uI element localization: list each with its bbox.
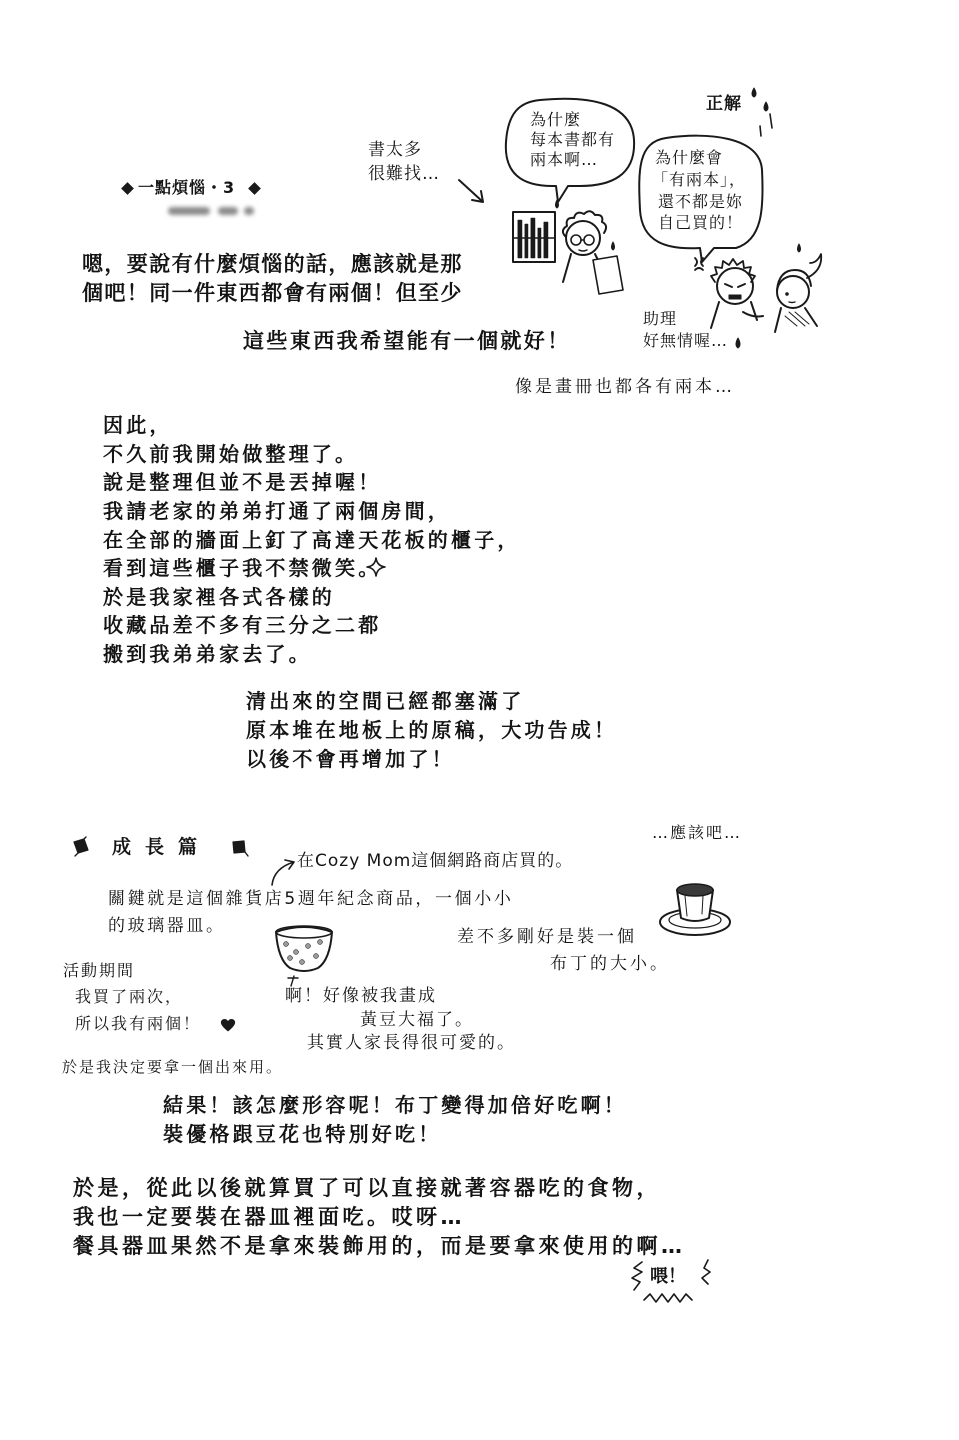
- organizing-result-line-3: 以後不會再增加了！: [246, 747, 455, 771]
- section-title-growth: 成長篇: [112, 836, 212, 858]
- organizing-line-9: 搬到我弟弟家去了。: [103, 642, 312, 666]
- arrow-icon: [455, 176, 489, 208]
- size-note-line-2: 布丁的大小。: [550, 954, 670, 974]
- diamond-icon: [248, 182, 261, 195]
- section-title-worries: 一點煩惱・3: [138, 178, 236, 197]
- organizing-line-4: 我請老家的弟弟打通了兩個房間，: [103, 499, 451, 523]
- assistant-characters-illustration: [685, 236, 835, 334]
- conclusion-line-3: 餐具器皿果然不是拿來裝飾用的，而是要拿來使用的啊…: [73, 1234, 686, 1258]
- shop-note: 在Cozy Mom這個網路商店買的。: [297, 851, 574, 871]
- answer-bubble-line-2: 「有兩本」，: [652, 170, 747, 189]
- arrow-icon: [264, 855, 300, 887]
- result-line-1: 結果！該怎麼形容呢！布丁變得加倍好吃啊！: [163, 1093, 627, 1117]
- too-many-books-line-1: 書太多: [368, 140, 422, 160]
- conclusion-line-2: 我也一定要裝在器皿裡面吃。哎呀…: [73, 1205, 465, 1229]
- diamond-icon: [121, 182, 134, 195]
- decision-line: 於是我決定要拿一個出來用。: [62, 1058, 284, 1076]
- sweat-drop-icon: [732, 336, 744, 352]
- sparkle-icon: [366, 557, 386, 577]
- retort-text: 喂！: [650, 1266, 686, 1287]
- answer-bubble-line-1: 為什麼會: [655, 148, 724, 167]
- book-doodle-icon: [70, 836, 92, 858]
- intro-line-2: 個吧！同一件東西都會有兩個！但至少: [82, 281, 463, 305]
- question-bubble-line-1: 為什麼: [530, 110, 582, 129]
- bookshelf-girl-illustration: [505, 198, 630, 298]
- too-many-books-line-2: 很難找…: [368, 164, 440, 184]
- key-line-1: 關鍵就是這個雜貨店5週年紀念商品，一個小小: [108, 889, 514, 909]
- drawing-note-line-1: 啊！好像被我畫成: [285, 986, 437, 1006]
- art-books-note: 像是畫冊也都各有兩本…: [515, 377, 735, 397]
- organizing-line-5: 在全部的牆面上釘了高達天花板的櫃子，: [103, 528, 521, 552]
- glass-bowl-illustration: [268, 920, 340, 990]
- event-note-line-2: 我買了兩次，: [75, 987, 184, 1006]
- organizing-result-line-2: 原本堆在地板上的原稿，大功告成！: [246, 718, 618, 742]
- assistant-note-line-1: 助理: [643, 309, 678, 328]
- heart-icon: [220, 1018, 236, 1032]
- drawing-note-line-3: 其實人家長得很可愛的。: [307, 1033, 516, 1053]
- result-line-2: 裝優格跟豆花也特別好吃！: [163, 1122, 442, 1146]
- organizing-line-8: 收藏品差不多有三分之二都: [103, 613, 382, 637]
- answer-bubble-line-3: 還不都是妳: [658, 192, 744, 211]
- growth-aside: …應該吧…: [652, 823, 743, 842]
- organizing-line-3: 說是整理但並不是丟掉喔！: [103, 470, 382, 494]
- size-note-line-1: 差不多剛好是裝一個: [457, 927, 637, 947]
- event-note-line-3: 所以我有兩個！: [75, 1014, 202, 1033]
- assistant-note-line-2: 好無情喔…: [643, 331, 729, 350]
- conclusion-line-1: 於是，從此以後就算買了可以直接就著容器吃的食物，: [73, 1176, 661, 1200]
- organizing-line-2: 不久前我開始做整理了。: [103, 442, 359, 466]
- organizing-result-line-1: 清出來的空間已經都塞滿了: [246, 689, 525, 713]
- pudding-illustration: [655, 870, 735, 942]
- book-doodle-icon: [229, 837, 251, 859]
- event-note-line-1: 活動期間: [63, 961, 136, 980]
- correct-label: 正解: [706, 94, 742, 114]
- organizing-line-7: 於是我家裡各式各樣的: [103, 585, 335, 609]
- organizing-line-6: 看到這些櫃子我不禁微笑。: [103, 556, 382, 580]
- blurred-credit: [168, 204, 268, 218]
- question-bubble-line-3: 兩本啊…: [530, 150, 599, 169]
- drawing-note-line-2: 黃豆大福了。: [360, 1010, 474, 1030]
- wish-line: 這些東西我希望能有一個就好！: [243, 329, 571, 353]
- intro-line-1: 嗯，要說有什麼煩惱的話，應該就是那: [82, 252, 463, 276]
- answer-bubble-line-4: 自己買的！: [658, 213, 744, 232]
- question-bubble-line-2: 每本書都有: [530, 130, 616, 149]
- organizing-line-1: 因此，: [103, 413, 173, 437]
- key-line-2: 的玻璃器皿。: [108, 916, 226, 936]
